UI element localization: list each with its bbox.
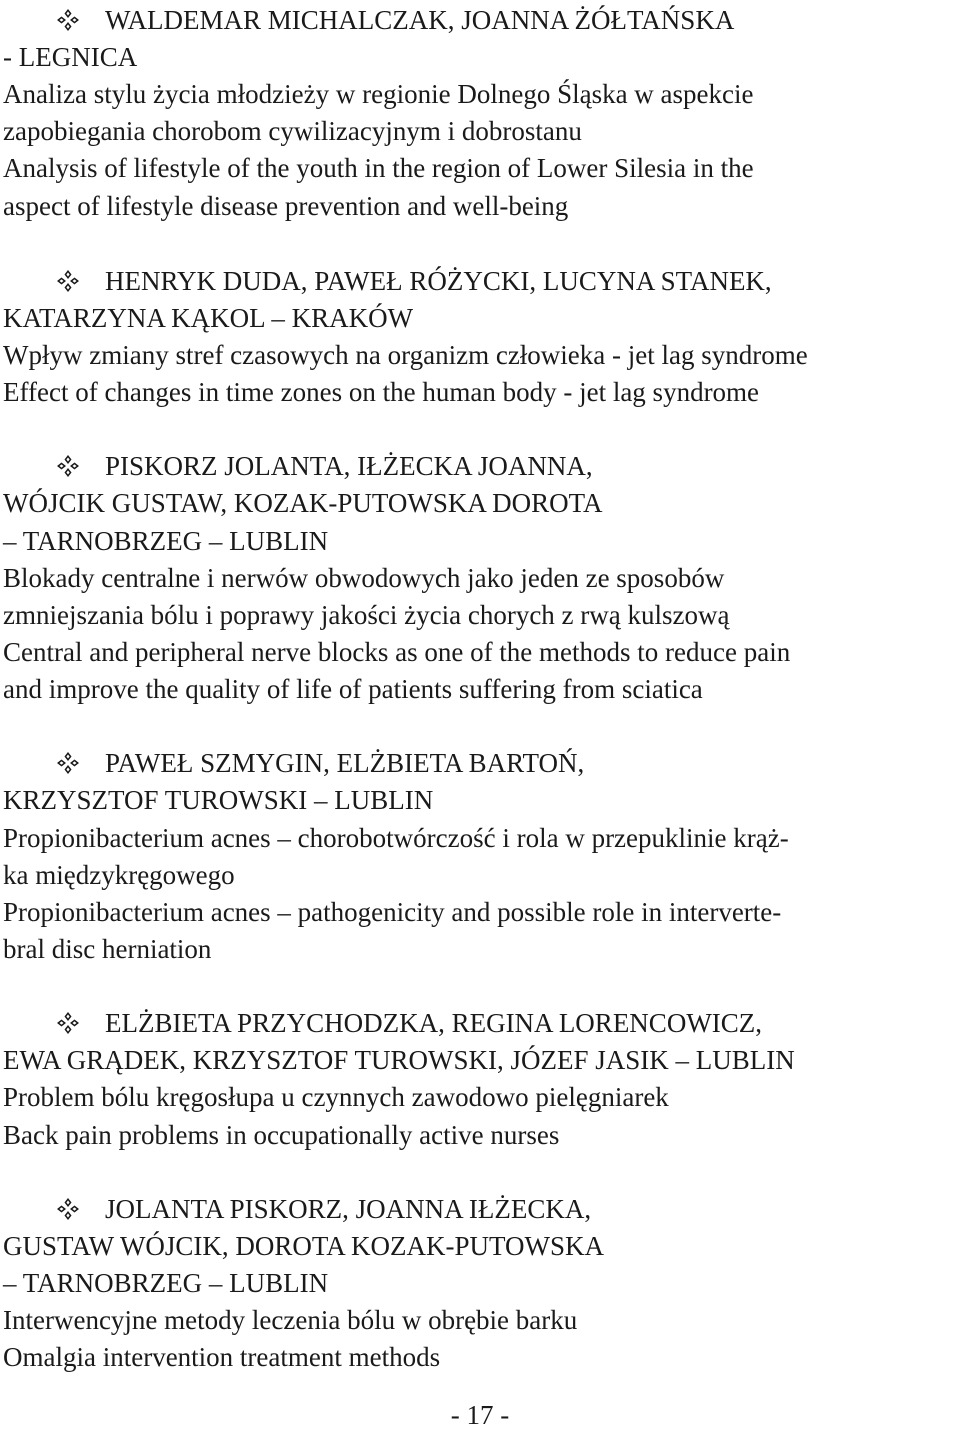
entry-line: Analiza stylu życia młodzieży w regionie Dolnego Śląska w aspekcie	[3, 79, 754, 109]
entry-line: – TARNOBRZEG – LUBLIN	[3, 526, 329, 556]
entry-line: - LEGNICA	[3, 42, 138, 72]
entry-line: KATARZYNA KĄKOL – KRAKÓW	[3, 303, 414, 333]
entry-line: Omalgia intervention treatment methods	[3, 1342, 441, 1372]
four-diamond-bullet-icon	[55, 750, 81, 776]
entry-line: zapobiegania chorobom cywilizacyjnym i dobrostanu	[3, 116, 582, 146]
entry-line: Propionibacterium acnes – chorobotwórczość i rola w przepuklinie krąż-	[3, 823, 789, 853]
entry-heading-text: HENRYK DUDA, PAWEŁ RÓŻYCKI, LUCYNA STANEK,	[105, 266, 772, 296]
entry-line: Back pain problems in occupationally active nurses	[3, 1120, 560, 1150]
page-number: - 17 -	[450, 1400, 510, 1430]
entry-line: Interwencyjne metody leczenia bólu w obrębie barku	[3, 1305, 578, 1335]
entry-heading-text: WALDEMAR MICHALCZAK, JOANNA ŻÓŁTAŃSKA	[105, 5, 735, 35]
four-diamond-bullet-icon	[55, 453, 81, 479]
entry-line: bral disc herniation	[3, 934, 212, 964]
entry-line: EWA GRĄDEK, KRZYSZTOF TUROWSKI, JÓZEF JASIK – LUBLIN	[3, 1045, 795, 1075]
entry-line: ka międzykręgowego	[3, 860, 235, 890]
four-diamond-bullet-icon	[55, 1196, 81, 1222]
entry-line: Central and peripheral nerve blocks as one of the methods to reduce pain	[3, 637, 791, 667]
entry-line: Propionibacterium acnes – pathogenicity and possible role in interverte-	[3, 897, 782, 927]
entry-line: Analysis of lifestyle of the youth in the region of Lower Silesia in the	[3, 153, 754, 183]
entry-line: and improve the quality of life of patients suffering from sciatica	[3, 674, 703, 704]
entry-line: GUSTAW WÓJCIK, DOROTA KOZAK-PUTOWSKA	[3, 1231, 605, 1261]
four-diamond-bullet-icon	[55, 1010, 81, 1036]
entry-heading-text: PAWEŁ SZMYGIN, ELŻBIETA BARTOŃ,	[105, 748, 585, 778]
entry-line: Wpływ zmiany stref czasowych na organizm człowieka - jet lag syndrome	[3, 340, 808, 370]
entry-line: zmniejszania bólu i poprawy jakości życia chorych z rwą kulszową	[3, 600, 730, 630]
entry-heading-text: JOLANTA PISKORZ, JOANNA IŁŻECKA,	[105, 1194, 592, 1224]
entry-line: Effect of changes in time zones on the human body - jet lag syndrome	[3, 377, 760, 407]
entry-heading-text: ELŻBIETA PRZYCHODZKA, REGINA LORENCOWICZ,	[105, 1008, 763, 1038]
entry-line: Problem bólu kręgosłupa u czynnych zawodowo pielęgniarek	[3, 1082, 669, 1112]
four-diamond-bullet-icon	[55, 268, 81, 294]
four-diamond-bullet-icon	[55, 7, 81, 33]
entry-line: KRZYSZTOF TUROWSKI – LUBLIN	[3, 785, 434, 815]
entry-line: WÓJCIK GUSTAW, KOZAK-PUTOWSKA DOROTA	[3, 488, 603, 518]
entry-line: – TARNOBRZEG – LUBLIN	[3, 1268, 329, 1298]
entry-heading-text: PISKORZ JOLANTA, IŁŻECKA JOANNA,	[105, 451, 593, 481]
entry-line: aspect of lifestyle disease prevention and well-being	[3, 191, 569, 221]
entry-line: Blokady centralne i nerwów obwodowych jako jeden ze sposobów	[3, 563, 725, 593]
